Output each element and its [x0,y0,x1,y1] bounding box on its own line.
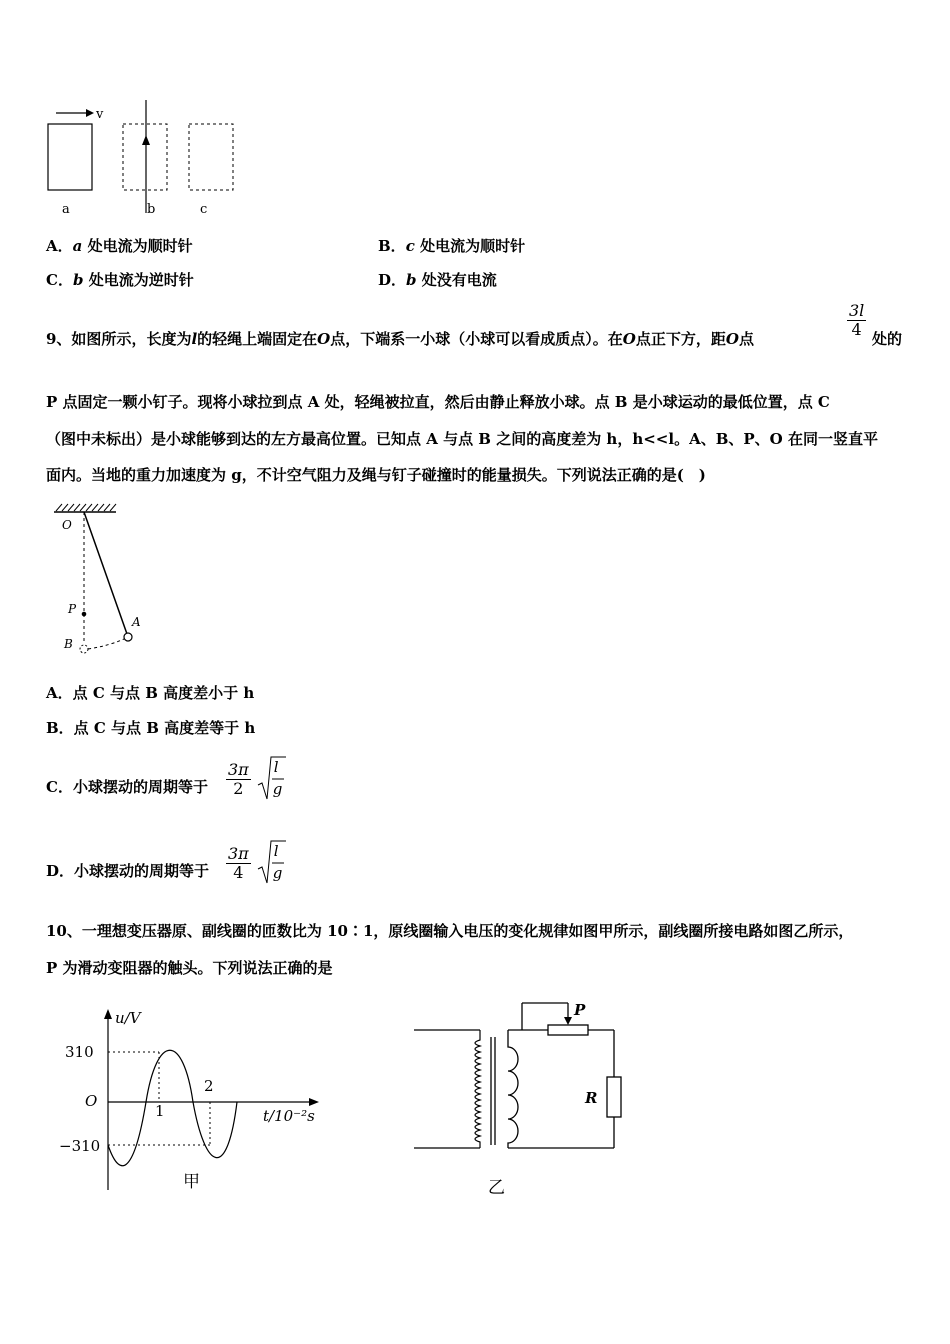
q9-option-d: D．小球摆动的周期等于 [46,862,210,880]
q8-option-b: B．c 处电流为顺时针 [378,237,526,255]
q10-line-1: 10、一理想变压器原、副线圈的匝数比为 10∶1，原线圈输入电压的变化规律如图甲所示，副线圈所接电路如图乙所示， [46,922,854,940]
label-c: c [200,202,208,217]
q10-line-2: P 为滑动变阻器的触头。下列说法正确的是 [46,959,333,977]
graph-caption: 甲 [183,1172,200,1192]
label-P: P [68,602,77,616]
q9-line-3: （图中未标出）是小球能够到达的左方最高位置。已知点 A 与点 B 之间的高度差为 h，h<<l。A、B、P、O 在同一竖直平 [46,430,878,448]
q9-line-2: P 点固定一颗小钉子。现将小球拉到点 A 处，轻绳被拉直，然后由静止释放小球。点 B 是小球运动的最低位置，点 C [46,393,830,411]
label-R: R [585,1089,598,1107]
x-tick-1: 1 [155,1102,165,1120]
label-P: P [574,1001,586,1019]
y-tick-bottom: −310 [59,1137,101,1155]
circuit-caption: 乙 [488,1178,505,1198]
label-b: b [147,202,156,217]
q9-fraction: $\frac{3l}{4}$ [849,301,865,339]
q9-option-c: C．小球摆动的周期等于 [46,778,208,796]
q9-option-c-formula: $\frac{3\pi}{2}$ l g [226,755,286,803]
x-axis-label: t/10⁻²s [263,1107,315,1125]
label-O: O [62,518,72,532]
q9-line-1-end: 处的 [872,330,903,348]
voltage-graph [55,1005,345,1200]
q9-line-4: 面内。当地的重力加速度为 g，不计空气阻力及绳与钉子碰撞时的能量损失。下列说法正确的是( ) [46,466,706,484]
q9-line-1: 9、如图所示，长度为l的轻绳上端固定在O点，下端系一小球（小球可以看成质点）。在O点正下方，距O点 [46,330,754,348]
sine-curve [108,1050,237,1166]
pendulum-figure [48,498,158,663]
label-v: v [96,107,104,122]
induction-figure [40,95,250,220]
q9-option-b: B．点 C 与点 B 高度差等于 h [46,719,256,737]
q9-option-d-formula: $\frac{3\pi}{4}$ l g [226,839,286,887]
q8-option-d: D．b 处没有电流 [378,271,497,289]
y-axis-label: u/V [115,1009,141,1027]
y-tick-top: 310 [65,1043,94,1061]
transformer-circuit [410,995,650,1200]
x-tick-2: 2 [204,1077,214,1095]
q8-option-a: A．a 处电流为顺时针 [46,237,193,255]
label-A: A [132,615,141,629]
label-a: a [62,202,70,217]
label-B: B [64,637,73,651]
q8-option-c: C．b 处电流为逆时针 [46,271,194,289]
q9-option-a: A．点 C 与点 B 高度差小于 h [46,684,255,702]
origin-label: O [85,1092,98,1110]
